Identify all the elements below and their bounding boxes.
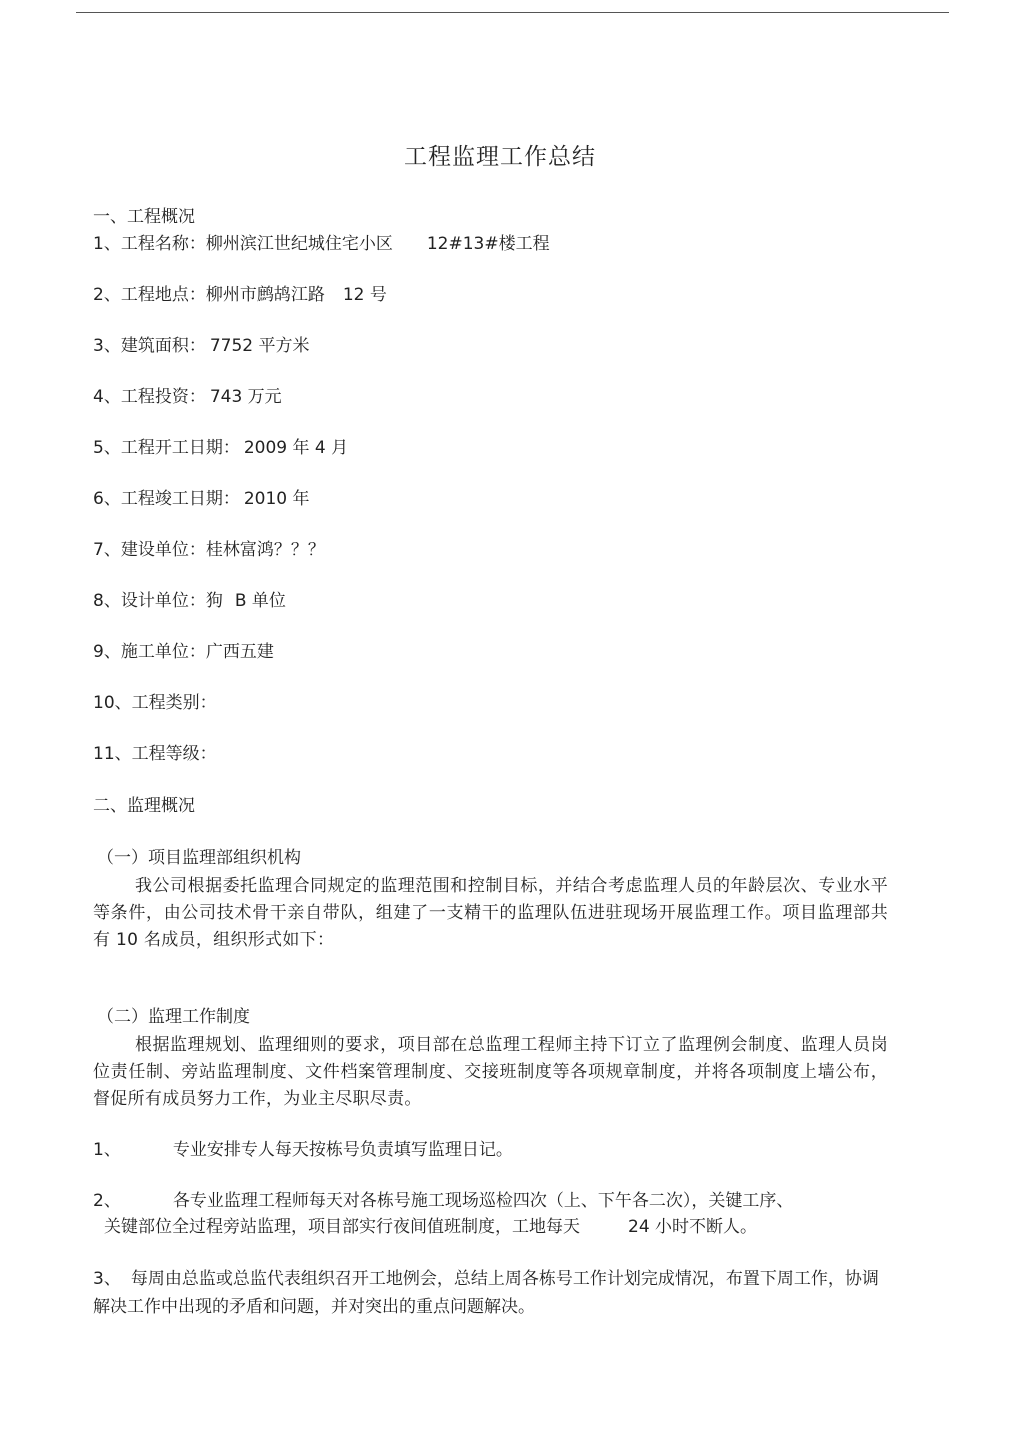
overview-item-designer <box>93 588 286 614</box>
list-text: 24 小时不断人。 <box>628 1217 758 1237</box>
item-value: 12 号 <box>342 285 387 305</box>
item-label: 8、设计单位：狗 <box>93 591 223 611</box>
document-title: 工程监理工作总结 <box>404 144 596 170</box>
item-value: B 单位 <box>234 591 286 611</box>
subsection1-paragraph: 我公司根据委托监理合同规定的监理范围和控制目标，并结合考虑监理人员的年龄层次、专业水平等条件，由公司技术骨干亲自带队，组建了一支精干的监理队伍进驻现场开展监理工作。项目监理部共有 10 名成员，组织形式如下： <box>93 876 888 950</box>
item-label: 4、工程投资： <box>93 387 206 407</box>
item-label: 10、工程类别： <box>93 693 217 713</box>
subsection2-paragraph: 根据监理规划、监理细则的要求，项目部在总监理工程师主持下订立了监理例会制度、监理人员岗位责任制、旁站监理制度、文件档案管理制度、交接班制度等各项规章制度，并将各项制度上墙公布，督促所有成员努力工作，为业主尽职尽责。 <box>93 1035 888 1109</box>
item-label: 11、工程等级： <box>93 744 217 764</box>
overview-item-start-date <box>93 435 348 461</box>
overview-item-owner <box>93 537 325 563</box>
item-label: 3、建筑面积： <box>93 336 206 356</box>
list-item-3 <box>93 1265 888 1321</box>
list-item-2-continued <box>104 1214 757 1240</box>
item-value: 743 万元 <box>209 387 282 407</box>
section1-heading: 一、工程概况 <box>93 207 195 227</box>
overview-item-end-date <box>93 486 310 512</box>
overview-item-grade <box>93 741 217 767</box>
item-label: 7、建设单位：桂林富鸿？？？ <box>93 540 325 560</box>
header-rule <box>76 12 949 13</box>
list-number: 2、 <box>93 1191 121 1211</box>
item-label: 2、工程地点：柳州市鹧鸪江路 <box>93 285 325 305</box>
list-text: 专业安排专人每天按栋号负责填写监理日记。 <box>172 1140 513 1160</box>
subsection2-heading: （二）监理工作制度 <box>97 1007 250 1027</box>
item-value: 2009 年 4 月 <box>243 438 349 458</box>
list-number: 1、 <box>93 1140 121 1160</box>
overview-item-location <box>93 282 387 308</box>
overview-item-name <box>93 231 550 257</box>
section2-heading: 二、监理概况 <box>93 796 195 816</box>
list-text: 关键部位全过程旁站监理，项目部实行夜间值班制度，工地每天 <box>104 1217 580 1237</box>
item-label: 5、工程开工日期： <box>93 438 240 458</box>
item-label: 6、工程竣工日期： <box>93 489 240 509</box>
list-text: 各专业监理工程师每天对各栋号施工现场巡检四次（上、下午各二次），关键工序、 <box>172 1191 794 1211</box>
item-label: 1、工程名称：柳州滨江世纪城住宅小区 <box>93 234 393 254</box>
item-value: 12#13#楼工程 <box>426 234 550 254</box>
overview-item-investment <box>93 384 282 410</box>
item-value: 7752 平方米 <box>209 336 310 356</box>
overview-item-category <box>93 690 217 716</box>
list-item-1 <box>93 1137 513 1163</box>
item-value: 2010 年 <box>243 489 310 509</box>
list-text: 每周由总监或总监代表组织召开工地例会，总结上周各栋号工作计划完成情况，布置下周工作，协调解决工作中出现的矛盾和问题，并对突出的重点问题解决。 <box>93 1269 879 1317</box>
list-number: 3、 <box>93 1269 121 1289</box>
subsection1-heading: （一）项目监理部组织机构 <box>97 848 301 868</box>
item-label: 9、施工单位：广西五建 <box>93 642 274 662</box>
overview-item-contractor <box>93 639 274 665</box>
overview-item-area <box>93 333 310 359</box>
list-item-2 <box>93 1188 793 1214</box>
